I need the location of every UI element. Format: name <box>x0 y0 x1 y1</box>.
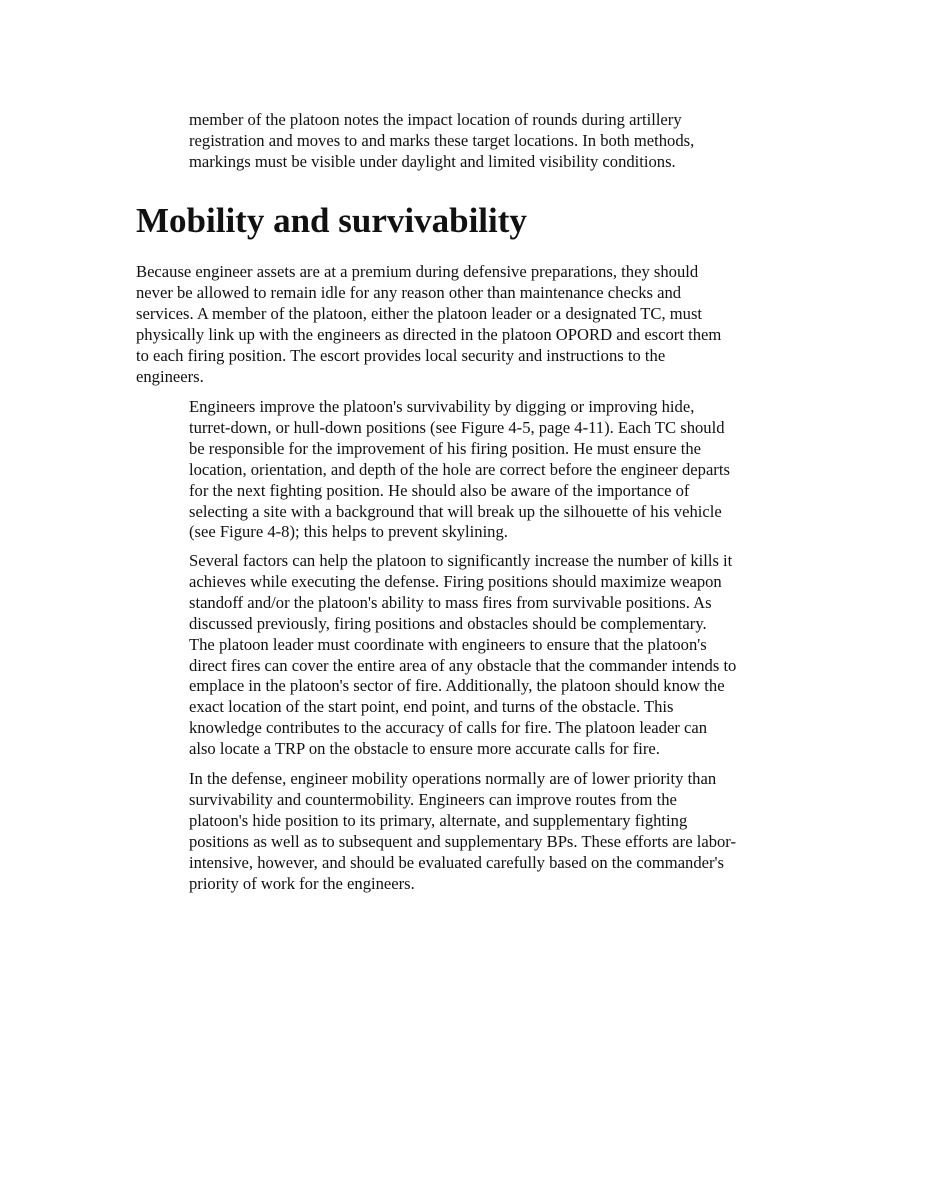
text-line: never be allowed to remain idle for any reason other than maintenance checks and <box>136 282 682 302</box>
text-line: achieves while executing the defense. Firing positions should maximize weapon <box>189 571 722 591</box>
text-line: survivability and countermobility. Engineers can improve routes from the <box>189 789 677 809</box>
text-line: platoon's hide position to its primary, alternate, and supplementary fighting <box>189 810 688 830</box>
text-line: engineers. <box>136 366 204 386</box>
text-line: (see Figure 4-8); this helps to prevent skylining. <box>189 522 508 542</box>
text-line: Engineers improve the platoon's survivability by digging or improving hide, <box>189 397 695 416</box>
text-line: registration and moves to and marks these target locations. In both methods, <box>189 130 695 150</box>
factors-paragraph <box>189 551 736 760</box>
text-line: be responsible for the improvement of his firing position. He must ensure the <box>189 438 701 458</box>
text-line: exact location of the start point, end point, and turns of the obstacle. This <box>189 697 674 717</box>
section-title: Mobility and survivability <box>136 201 527 240</box>
text-line: markings must be visible under daylight and limited visibility conditions. <box>189 151 676 171</box>
text-line: discussed previously, firing positions and obstacles should be complementary. <box>189 613 707 633</box>
text-line: member of the platoon notes the impact location of rounds during artillery <box>189 110 682 129</box>
text-line: for the next fighting position. He should also be aware of the importance of <box>189 480 690 500</box>
text-line: priority of work for the engineers. <box>189 873 415 893</box>
text-line: In the defense, engineer mobility operations normally are of lower priority than <box>189 769 717 788</box>
text-line: direct fires can cover the entire area of any obstacle that the commander intends to <box>189 655 737 675</box>
text-line: intensive, however, and should be evaluated carefully based on the commander's <box>189 852 724 872</box>
survivability-paragraph <box>189 397 730 543</box>
text-line: physically link up with the engineers as directed in the platoon OPORD and escort them <box>136 324 722 344</box>
text-line: services. A member of the platoon, either the platoon leader or a designated TC, must <box>136 303 703 323</box>
text-line: standoff and/or the platoon's ability to mass fires from survivable positions. As <box>189 592 712 612</box>
text-line: emplace in the platoon's sector of fire. Additionally, the platoon should know the <box>189 676 725 696</box>
mobility-paragraph <box>189 769 736 894</box>
text-line: also locate a TRP on the obstacle to ensure more accurate calls for fire. <box>189 739 660 759</box>
intro-paragraph <box>189 110 694 173</box>
text-line: to each firing position. The escort provides local security and instructions to the <box>136 345 666 365</box>
text-line: Several factors can help the platoon to significantly increase the number of kills it <box>189 551 733 570</box>
text-line: turret-down, or hull-down positions (see Figure 4-5, page 4-11). Each TC should <box>189 417 725 437</box>
text-line: selecting a site with a background that will break up the silhouette of his vehicle <box>189 501 722 521</box>
text-line: positions as well as to subsequent and supplementary BPs. These efforts are labor- <box>189 831 737 851</box>
text-line: The platoon leader must coordinate with engineers to ensure that the platoon's <box>189 634 707 654</box>
text-line: location, orientation, and depth of the hole are correct before the engineer departs <box>189 459 730 479</box>
body-paragraph <box>136 262 721 387</box>
text-line: Because engineer assets are at a premium during defensive preparations, they should <box>136 262 699 281</box>
text-line: knowledge contributes to the accuracy of calls for fire. The platoon leader can <box>189 718 708 738</box>
